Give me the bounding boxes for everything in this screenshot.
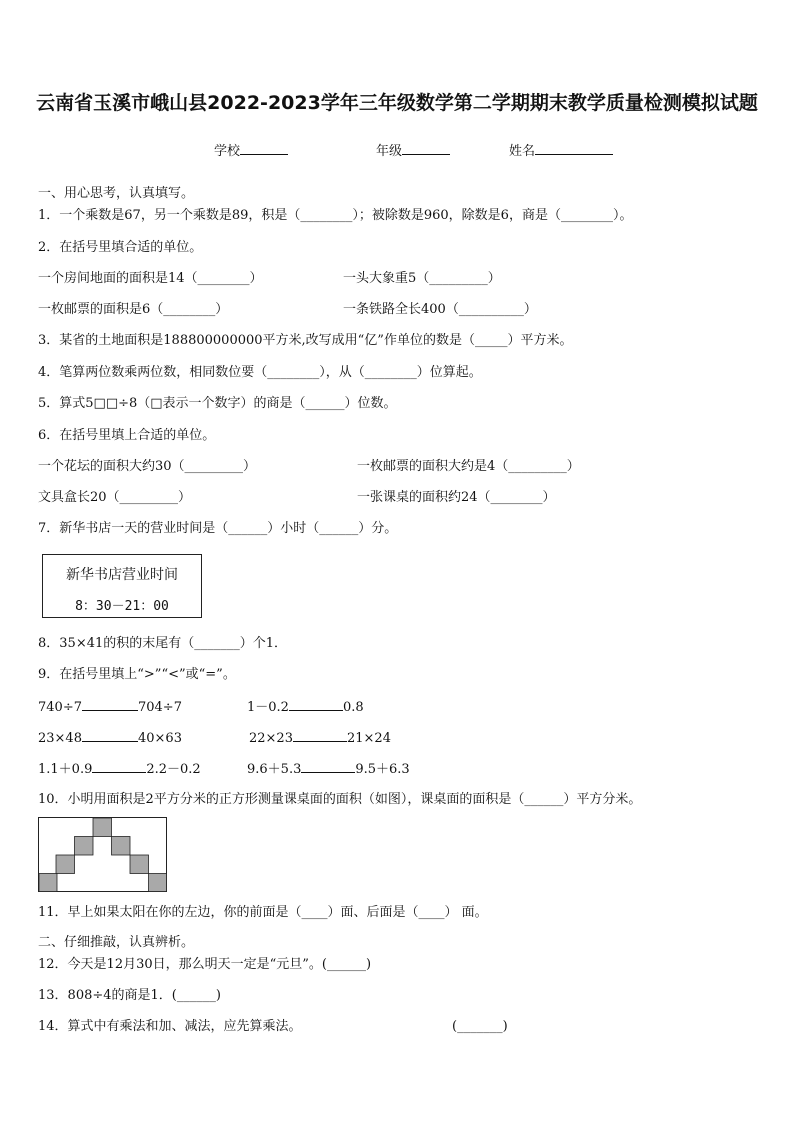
question-2b: 一头大象重5（_________） (343, 271, 501, 286)
school-label: 学校 (214, 144, 241, 159)
compare-blank[interactable] (82, 729, 138, 742)
school-blank[interactable] (240, 142, 288, 155)
question-3: 3．某省的土地面积是188800000000平方米,改写成用“亿”作单位的数是（_____）平方米。 (38, 333, 573, 348)
square (75, 837, 94, 856)
compare-blank[interactable] (289, 698, 343, 711)
square (130, 855, 149, 874)
store-hours-box (42, 554, 202, 618)
compare-item (247, 760, 410, 778)
question-2a: 一个房间地面的面积是14（________） (38, 271, 263, 286)
compare-right: 21×24 (346, 731, 391, 746)
compare-blank[interactable] (82, 698, 138, 711)
compare-left: 22×23 (249, 731, 293, 746)
compare-left: 9.6＋5.3 (247, 762, 302, 777)
question-11: 11．早上如果太阳在你的左边，你的前面是（____）面、后面是（____） 面。 (38, 905, 488, 920)
compare-left: 740÷7 (38, 700, 82, 715)
compare-item (38, 698, 182, 716)
compare-right: 9.5＋6.3 (355, 762, 410, 777)
question-12: 12．今天是12月30日，那么明天一定是“元旦”。(______) (38, 957, 372, 972)
compare-right: 40×63 (137, 731, 182, 746)
name-blank[interactable] (535, 142, 613, 155)
square (93, 818, 112, 837)
question-10: 10．小明用面积是2平方分米的正方形测量课桌面的面积（如图），课桌面的面积是（______）平方分米。 (38, 792, 642, 807)
question-7: 7．新华书店一天的营业时间是（______）小时（______）分。 (38, 521, 398, 536)
grade-field (376, 142, 450, 160)
grade-label: 年级 (376, 144, 403, 159)
compare-item (249, 729, 391, 747)
square (149, 874, 167, 892)
compare-left: 1－0.2 (247, 700, 289, 715)
compare-left: 23×48 (38, 731, 82, 746)
compare-blank[interactable] (301, 760, 355, 773)
section-2-heading: 二、仔细推敲，认真辨析。 (38, 935, 195, 950)
question-2c: 一枚邮票的面积是6（________） (38, 302, 229, 317)
compare-right: 704÷7 (137, 700, 182, 715)
question-13: 13．808÷4的商是1．(______) (38, 988, 221, 1003)
question-2: 2．在括号里填合适的单位。 (38, 240, 203, 255)
section-1-heading: 一、用心思考，认真填写。 (38, 186, 195, 201)
question-4: 4．笔算两位数乘两位数，相同数位要（________），从（________）位算起。 (38, 365, 482, 380)
question-14-answer[interactable]: (_______) (452, 1019, 508, 1034)
question-6c: 文具盒长20（_________） (38, 490, 192, 505)
page-title: 云南省玉溪市峨山县2022-2023学年三年级数学第二学期期末教学质量检测模拟试题 (36, 92, 758, 114)
question-9: 9．在括号里填上“>”“<”或“=”。 (38, 667, 236, 682)
desk-grid-figure (38, 817, 168, 893)
square (112, 837, 131, 856)
compare-item (247, 698, 364, 716)
compare-blank[interactable] (293, 729, 347, 742)
name-field (509, 142, 613, 160)
compare-right: 0.8 (342, 700, 364, 715)
school-field (214, 142, 288, 160)
store-hours-time: 8：30－21：00 (75, 599, 169, 614)
question-2d: 一条铁路全长400（__________） (343, 302, 537, 317)
compare-blank[interactable] (92, 760, 146, 773)
compare-item (38, 729, 182, 747)
square (39, 874, 57, 892)
question-6d: 一张课桌的面积约24（________） (357, 490, 556, 505)
compare-item (38, 760, 201, 778)
question-5: 5．算式5□□÷8（□表示一个数字）的商是（______）位数。 (38, 396, 397, 411)
question-1: 1．一个乘数是67，另一个乘数是89，积是（________）；被除数是960，除数是6，商是（________）。 (38, 208, 633, 223)
store-hours-title: 新华书店营业时间 (66, 567, 178, 583)
question-6a: 一个花坛的面积大约30（_________） (38, 459, 257, 474)
compare-right: 2.2－0.2 (146, 762, 201, 777)
question-6: 6．在括号里填上合适的单位。 (38, 428, 216, 443)
question-14: 14．算式中有乘法和加、减法，应先算乘法。 (38, 1019, 302, 1034)
question-6b: 一枚邮票的面积大约是4（_________） (357, 459, 580, 474)
square (56, 855, 75, 874)
name-label: 姓名 (509, 144, 536, 159)
grade-blank[interactable] (402, 142, 450, 155)
question-8: 8．35×41的积的末尾有（_______）个1． (38, 636, 288, 651)
compare-left: 1.1＋0.9 (38, 762, 93, 777)
